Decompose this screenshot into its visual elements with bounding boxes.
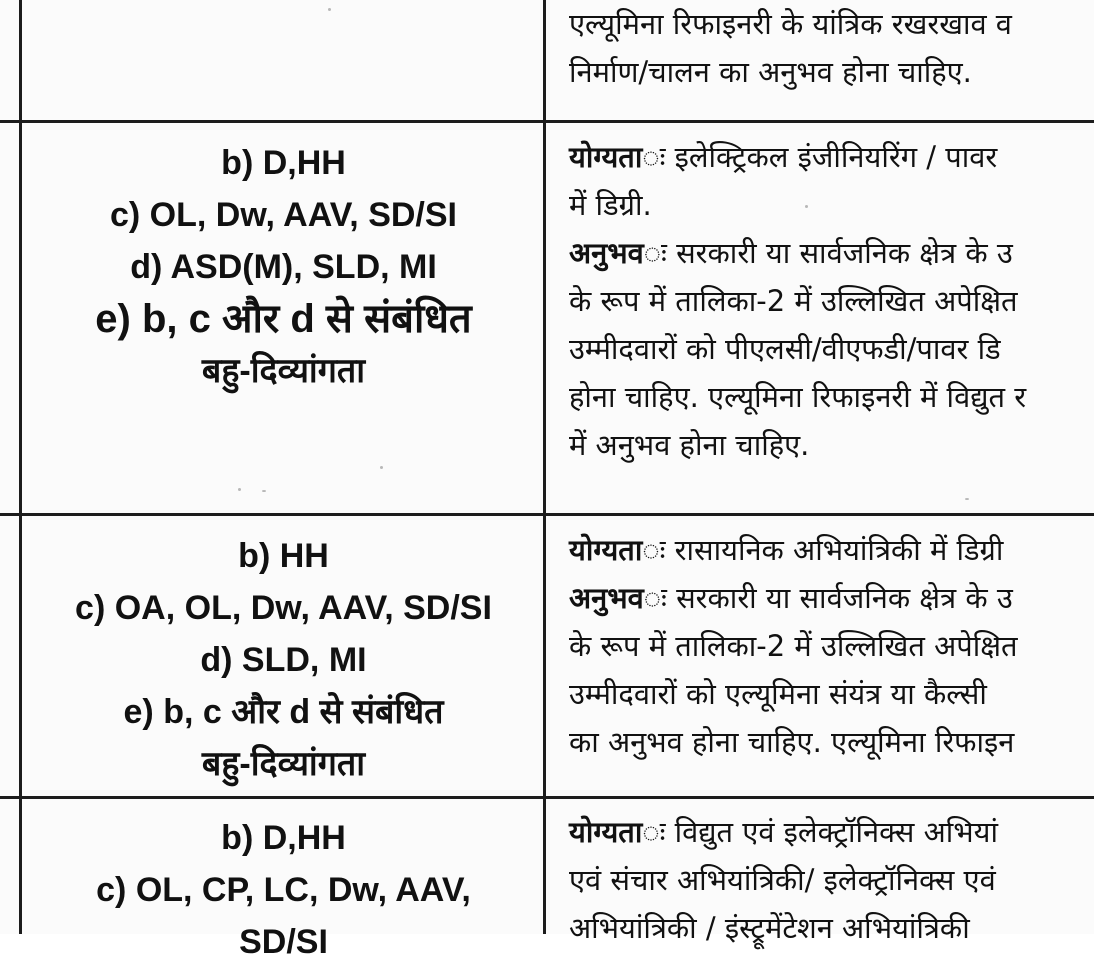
line-text: में अनुभव होना चाहिए. (569, 428, 810, 462)
disability-category-line: b) D,HH (221, 819, 346, 857)
line-label: अनुभव (569, 581, 644, 615)
experience-line (569, 718, 1107, 766)
disability-category-line: c) OA, OL, Dw, AAV, SD/SI (75, 589, 492, 627)
table-cell-disability-row-1 (24, 0, 543, 120)
line-text: निर्माण/चालन का अनुभव होना चाहिए. (569, 55, 972, 89)
disability-category-line: SD/SI (239, 923, 328, 961)
experience-line (569, 325, 1107, 373)
disability-category-line: c) OL, Dw, AAV, SD/SI (110, 196, 457, 234)
disability-category-line: e) b, c और d से संबंधित (95, 297, 472, 341)
table-cell-disability-row-2 (24, 125, 543, 513)
qualification-line (569, 526, 1107, 574)
disability-category-line: e) b, c और d से संबंधित (123, 693, 444, 731)
table-cell-qualification-row-1 (547, 0, 1107, 120)
line-text: उम्मीदवारों को पीएलसी/वीएफडी/पावर डि (569, 332, 1001, 366)
experience-line (569, 574, 1107, 622)
experience-line (569, 277, 1107, 325)
experience-line (569, 622, 1107, 670)
disability-category-line: d) SLD, MI (200, 641, 367, 679)
line-text: के रूप में तालिका-2 में उल्लिखित अपेक्षित (569, 629, 1018, 663)
line-text: ः इलेक्ट्रिकल इंजीनियरिंग / पावर (642, 140, 998, 174)
disability-category-line: b) HH (238, 537, 329, 575)
qualification-line (569, 808, 1107, 856)
scan-speck (805, 205, 808, 208)
table-column-divider (543, 0, 546, 934)
line-text: उम्मीदवारों को एल्यूमिना संयंत्र या कैल्सी (569, 677, 987, 711)
line-text: ः सरकारी या सार्वजनिक क्षेत्र के उ (643, 236, 1013, 270)
qualification-line (569, 48, 1107, 96)
line-text: का अनुभव होना चाहिए. एल्यूमिना रिफाइन (569, 725, 1015, 759)
table-cell-qualification-row-4 (547, 798, 1107, 945)
line-label: योग्यता (569, 140, 643, 174)
experience-line (569, 421, 1107, 469)
scan-speck (380, 466, 383, 469)
line-text: ः सरकारी या सार्वजनिक क्षेत्र के उ (643, 581, 1013, 615)
line-text: के रूप में तालिका-2 में उल्लिखित अपेक्षित (569, 284, 1018, 318)
line-text: ः विद्युत एवं इलेक्ट्रॉनिक्स अभियां (642, 815, 998, 849)
table-cell-disability-row-3 (24, 518, 543, 796)
line-text: एवं संचार अभियांत्रिकी/ इलेक्ट्रॉनिक्स एवं (569, 863, 996, 897)
scan-speck (965, 498, 969, 500)
line-label: योग्यता (569, 815, 643, 849)
qualification-line (569, 0, 1107, 48)
experience-line (569, 373, 1107, 421)
table-cell-qualification-row-2 (547, 123, 1107, 513)
disability-category-line: b) D,HH (221, 144, 346, 182)
table-left-border (19, 0, 22, 934)
experience-line (569, 229, 1107, 277)
line-text: अभियांत्रिकी / इंस्ट्रूमेंटेशन अभियांत्रिकी (569, 911, 970, 945)
disability-category-line: c) OL, CP, LC, Dw, AAV, (96, 871, 471, 909)
disability-category-line: बहु-दिव्यांगता (201, 352, 366, 390)
line-text: एल्यूमिना रिफाइनरी के यांत्रिक रखरखाव व (569, 7, 1012, 41)
line-text: होना चाहिए. एल्यूमिना रिफाइनरी में विद्युत र (569, 380, 1027, 414)
line-label: योग्यता (569, 533, 643, 567)
qualification-line (569, 904, 1107, 952)
line-text: में डिग्री. (569, 188, 652, 222)
qualification-line (569, 133, 1107, 181)
scan-speck (238, 488, 241, 491)
scan-speck (328, 8, 331, 11)
disability-category-line: d) ASD(M), SLD, MI (130, 248, 437, 286)
experience-line (569, 670, 1107, 718)
table-cell-disability-row-4 (24, 800, 543, 961)
table-cell-qualification-row-3 (547, 516, 1107, 796)
disability-category-line: बहु-दिव्यांगता (201, 745, 366, 783)
qualification-line (569, 856, 1107, 904)
line-label: अनुभव (569, 236, 644, 270)
scan-speck (262, 490, 266, 492)
line-text: ः रासायनिक अभियांत्रिकी में डिग्री (642, 533, 1004, 567)
qualification-line (569, 181, 1107, 229)
